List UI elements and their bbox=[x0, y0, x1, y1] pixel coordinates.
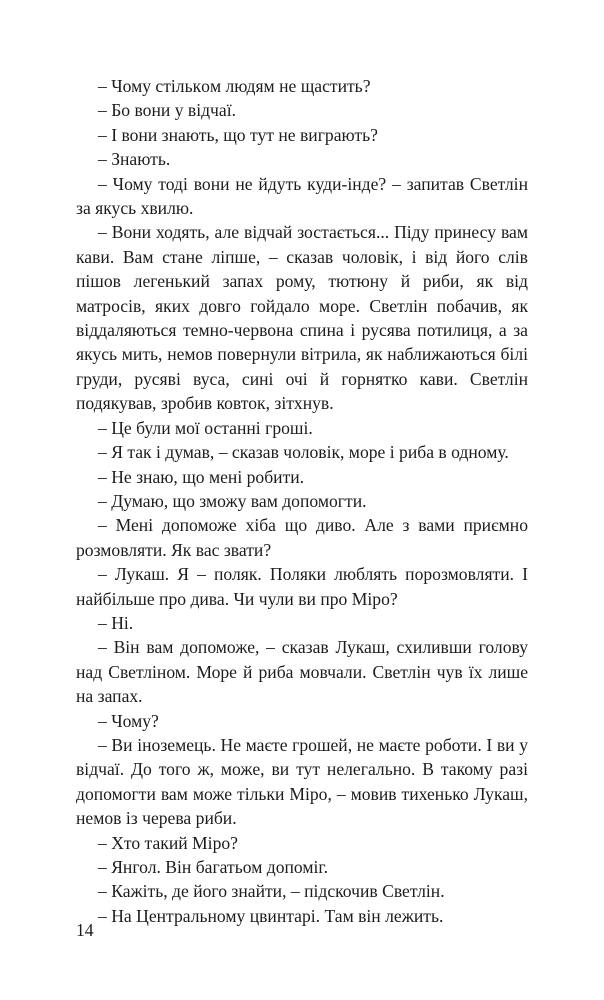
paragraph: – Я так і думав, – сказав чоловік, море і риба в одному. bbox=[98, 442, 509, 463]
paragraph: – Він вам допоможе, – сказав Лукаш, схиливши голову над Светліном. Море й риба мовчали. Светлін чув їх лише на запах. bbox=[76, 637, 528, 707]
paragraph: – Чому тоді вони не йдуть куди-інде? – запитав Светлін за якусь хвилю. bbox=[76, 173, 528, 219]
paragraph: – Знають. bbox=[98, 149, 171, 170]
paragraph: – Ні. bbox=[98, 612, 134, 633]
paragraph: – На Центральному цвинтарі. Там він лежить. bbox=[98, 905, 444, 926]
paragraph: – Кажіть, де його знайти, – підскочив Светлін. bbox=[98, 881, 445, 902]
body-text bbox=[76, 74, 528, 928]
paragraph: – Чому? bbox=[98, 710, 159, 731]
paragraph: – Вони ходять, але відчай зостається... Піду принесу вам кави. Вам стане ліпше, – сказав чоловік, і від його слів пішов легенький запах рому, тютюну й риби, як від матросів, яких довго гойдало море. Светлін побачив, як віддаляються темно-червона спина і русява потилиця, а за якусь мить, немов повернули вітрила, як наближаються білі груди, русяві вуса, сині очі й горнятко кави. Светлін подякував, зробив ковток, зітхнув. bbox=[76, 222, 528, 414]
paragraph: – Хто такий Міро? bbox=[98, 832, 238, 853]
paragraph: – Лукаш. Я – поляк. Поляки люблять порозмовляти. І найбільше про дива. Чи чули ви про Міро? bbox=[76, 564, 528, 609]
paragraph: – Чому стількoм людям не щастить? bbox=[98, 76, 371, 96]
paragraph: – Ви іноземець. Не маєте грошей, не маєте роботи. І ви у відчаї. До того ж, може, ви тут нелегально. В такому разі допомогти вам може тільки Міро, – мовив тихенько Лукаш, немов із черева риби. bbox=[76, 734, 528, 829]
paragraph: – Це були мої останні гроші. bbox=[98, 417, 313, 438]
paragraph: – Бо вони у відчаї. bbox=[98, 100, 236, 121]
page-number: 14 bbox=[76, 920, 94, 940]
paragraph: – Не знаю, що мені робити. bbox=[98, 466, 305, 487]
paragraph: – Думаю, що зможу вам допомогти. bbox=[98, 490, 367, 511]
paragraph: – І вони знають, що тут не виграють? bbox=[98, 124, 378, 145]
paragraph: – Янгол. Він багатьом допоміг. bbox=[98, 857, 329, 877]
paragraph: – Мені допоможе хіба що диво. Але з вами приємно розмовляти. Як вас звати? bbox=[76, 515, 528, 560]
